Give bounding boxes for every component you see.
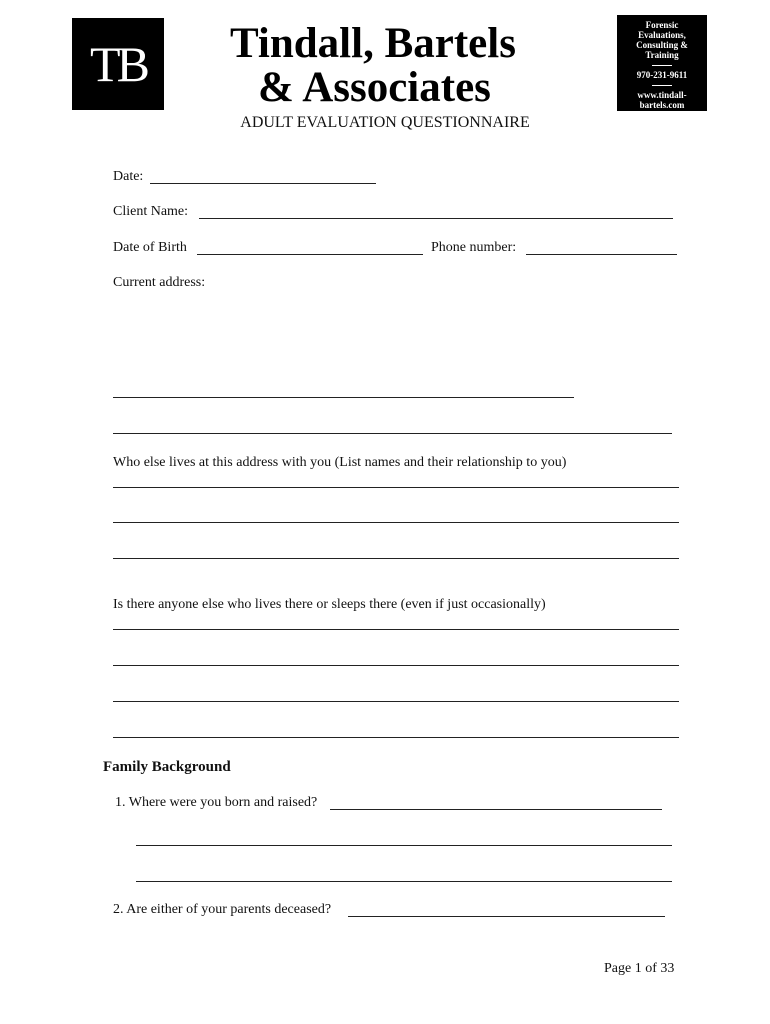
services-line: Evaluations, (638, 30, 686, 40)
address-line[interactable] (113, 433, 672, 434)
client-name-label: Client Name: (113, 204, 189, 219)
answer-line[interactable] (136, 845, 672, 846)
answer-line[interactable] (113, 737, 679, 738)
answer-line[interactable] (348, 916, 665, 917)
date-label: Date: (113, 169, 144, 184)
answer-line[interactable] (113, 665, 679, 666)
answer-line[interactable] (136, 881, 672, 882)
divider (652, 81, 672, 86)
occasional-question: Is there anyone else who lives there or sleeps there (even if just occasionally) (113, 597, 546, 612)
phone-text: 970-231-9611 (636, 70, 688, 80)
address-label: Current address: (113, 275, 206, 290)
date-field[interactable] (150, 183, 376, 184)
services-line: Consulting & (636, 40, 688, 50)
firm-name-line1: Tindall, Bartels (230, 20, 516, 67)
address-line[interactable] (113, 397, 574, 398)
lives-with-question: Who else lives at this address with you (List names and their relationship to you) (113, 455, 567, 470)
dob-label: Date of Birth (113, 240, 187, 255)
phone-label: Phone number: (431, 240, 517, 255)
question-1: 1. Where were you born and raised? (115, 795, 318, 810)
answer-line[interactable] (330, 809, 662, 810)
page-number: Page 1 of 33 (604, 961, 675, 976)
phone-field[interactable] (526, 254, 677, 255)
answer-line[interactable] (113, 558, 679, 559)
website-line: bartels.com (639, 100, 685, 110)
services-box (617, 15, 707, 111)
website-line: www.tindall- (637, 90, 687, 100)
divider (652, 61, 672, 66)
section-heading: Family Background (103, 759, 231, 775)
question-2: 2. Are either of your parents deceased? (113, 902, 332, 917)
firm-logo: TB (72, 18, 164, 110)
services-line: Forensic (645, 20, 679, 30)
services-line: Training (645, 50, 679, 60)
client-name-field[interactable] (199, 218, 673, 219)
answer-line[interactable] (113, 522, 679, 523)
answer-line[interactable] (113, 701, 679, 702)
dob-field[interactable] (197, 254, 423, 255)
answer-line[interactable] (113, 487, 679, 488)
document-title: ADULT EVALUATION QUESTIONNAIRE (240, 114, 530, 131)
answer-line[interactable] (113, 629, 679, 630)
firm-name-line2: & Associates (258, 64, 491, 111)
